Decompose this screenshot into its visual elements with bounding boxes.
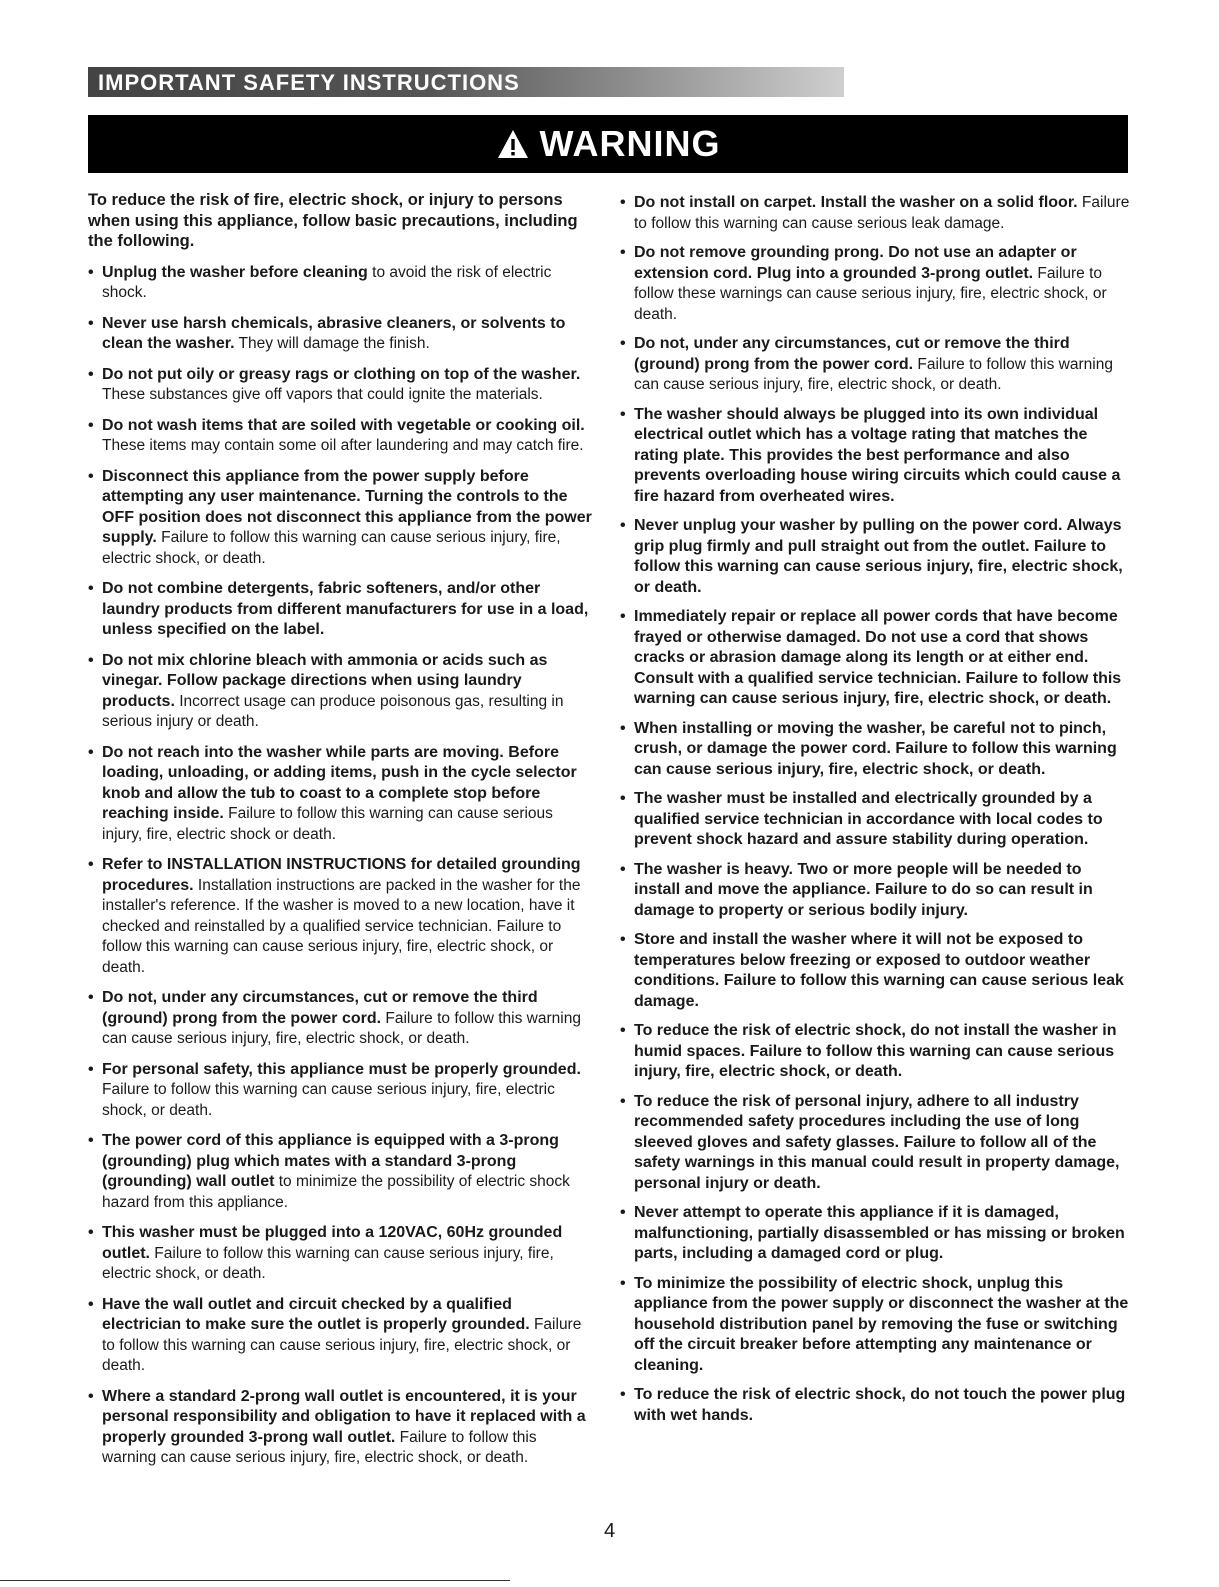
warning-item-bold: Unplug the washer before cleaning <box>102 263 368 281</box>
warning-item-bold: For personal safety, this appliance must be properly grounded. <box>102 1060 581 1078</box>
warning-item-detail: These substances give off vapors that could ignite the materials. <box>102 386 543 403</box>
warning-item-detail: Failure to follow this warning can cause serious injury, fire, electric shock, or death. <box>634 355 1113 393</box>
warning-item <box>620 607 1130 710</box>
warning-item <box>88 416 593 457</box>
warning-item <box>620 243 1130 325</box>
warning-item-detail: Failure to follow this warning can cause serious injury, fire, electric shock, or death. <box>102 1244 554 1282</box>
warning-item-bold: Do not reach into the washer while parts are moving. Before loading, unloading, or adding items, push in the cycle selector knob and allow the tub to coast to a complete stop before reaching inside. <box>102 743 577 822</box>
warning-item <box>88 263 593 304</box>
warning-item-bold: To reduce the risk of electric shock, do not install the washer in humid spaces. Failure to follow this warning can cause serious injury, fire, electric shock, or death. <box>634 1022 1117 1080</box>
warning-item <box>88 988 593 1050</box>
warning-title: WARNING <box>539 123 721 164</box>
section-title: IMPORTANT SAFETY INSTRUCTIONS <box>98 70 520 95</box>
warning-item-bold: Do not, under any circumstances, cut or remove the third (ground) prong from the power cord. <box>102 989 538 1027</box>
warning-item <box>620 1203 1130 1265</box>
warning-item <box>88 743 593 846</box>
warning-item <box>620 405 1130 508</box>
warning-item-bold: The washer should always be plugged into its own individual electrical outlet which has a voltage rating that matches the rating plate. This provides the best performance and also prevents overloading house wiring circuits which could cause a fire hazard from overheated wires. <box>634 405 1121 505</box>
warning-item-bold: Do not install on carpet. Install the washer on a solid floor. <box>634 194 1078 211</box>
warning-item-bold: Have the wall outlet and circuit checked by a qualified electrician to make sure the outlet is properly grounded. <box>102 1295 530 1333</box>
warning-item-detail: Installation instructions are packed in the washer for the installer's reference. If the washer is moved to a new location, have it checked and reinstalled by a qualified service technician. Failure to follow this warning can cause serious injury, fire, electric shock, or death. <box>102 876 581 976</box>
warning-triangle-icon <box>496 128 530 160</box>
warning-item-detail: Failure to follow this warning can cause serious injury, fire, electric shock, or death. <box>102 1009 581 1047</box>
warning-item-bold: Refer to INSTALLATION INSTRUCTIONS for detailed grounding procedures. <box>102 856 581 894</box>
warning-item <box>620 1021 1130 1083</box>
warning-item-bold: Never attempt to operate this appliance if it is damaged, malfunctioning, partially disassembled or has missing or broken parts, including a damaged cord or plug. <box>634 1204 1125 1262</box>
warning-item-bold: When installing or moving the washer, be careful not to pinch, crush, or damage the power cord. Failure to follow this warning can cause serious injury, fire, electric shock, or death. <box>634 719 1117 778</box>
warning-item-detail: Failure to follow these warnings can cause serious injury, fire, electric shock, or death. <box>634 264 1107 323</box>
warning-item <box>88 1295 593 1377</box>
warning-item <box>620 789 1130 851</box>
warning-item-bold: Do not, under any circumstances, cut or remove the third (ground) prong from the power cord. <box>634 335 1070 373</box>
page-number: 4 <box>603 1520 616 1542</box>
warning-item <box>620 930 1130 1012</box>
warning-item <box>620 719 1130 781</box>
warning-item-bold: To reduce the risk of personal injury, adhere to all industry recommended safety procedures including the use of long sleeved gloves and safety glasses. Failure to follow all of the safety warnings in this manual could result in property damage, personal injury or death. <box>634 1092 1120 1192</box>
section-title-bar <box>88 67 844 97</box>
warning-item-bold: Store and install the washer where it will not be exposed to temperatures below freezing or exposed to outdoor weather conditions. Failure to follow this warning can cause serious leak damage. <box>634 931 1124 1010</box>
warning-item <box>620 1274 1130 1377</box>
warning-item <box>88 579 593 641</box>
warning-item-bold: Never unplug your washer by pulling on the power cord. Always grip plug firmly and pull straight out from the outlet. Failure to follow this warning can cause serious injury, fire, electric shock, or death. <box>634 517 1123 596</box>
warning-item <box>88 467 593 570</box>
footer-rule <box>0 1580 510 1581</box>
warning-item-bold: Where a standard 2-prong wall outlet is encountered, it is your personal responsibility and obligation to have it replaced with a properly grounded 3-prong wall outlet. <box>102 1387 586 1446</box>
right-warning-list <box>620 193 1130 1426</box>
warning-item <box>88 1223 593 1285</box>
warning-item-bold: Do not remove grounding prong. Do not use an adapter or extension cord. Plug into a grounded 3-prong outlet. <box>634 244 1077 282</box>
warning-item-detail: Failure to follow this warning can cause serious injury, fire, electric shock or death. <box>102 805 553 843</box>
warning-item-bold: To reduce the risk of electric shock, do not touch the power plug with wet hands. <box>634 1386 1126 1424</box>
warning-item <box>88 855 593 978</box>
warning-item <box>620 193 1130 234</box>
warning-item-detail: They will damage the finish. <box>234 335 430 352</box>
warning-item <box>88 651 593 733</box>
warning-item-detail: Failure to follow this warning can cause serious injury, fire, electric shock, or death. <box>102 1428 537 1466</box>
warning-item-detail: Incorrect usage can produce poisonous gas, resulting in serious injury or death. <box>102 692 564 730</box>
left-warning-list <box>88 263 593 1469</box>
warning-item-detail: Failure to follow this warning can cause serious injury, fire, electric shock, or death. <box>102 1081 555 1119</box>
warning-item-bold: The power cord of this appliance is equipped with a 3-prong (grounding) plug which mates with a standard 3-prong (grounding) wall outlet <box>102 1132 559 1190</box>
left-column <box>88 190 593 1479</box>
warning-item-bold: Never use harsh chemicals, abrasive cleaners, or solvents to clean the washer. <box>102 314 566 352</box>
warning-item-detail: These items may contain some oil after laundering and may catch fire. <box>102 437 584 454</box>
warning-item-bold: Do not wash items that are soiled with vegetable or cooking oil. <box>102 416 585 434</box>
warning-banner <box>88 115 1128 173</box>
warning-item-bold: Do not put oily or greasy rags or clothing on top of the washer. <box>102 365 581 383</box>
warning-item <box>88 1131 593 1213</box>
warning-item-bold: Immediately repair or replace all power cords that have become frayed or otherwise damaged. Do not use a cord that shows cracks or abrasion damage along its length or at either end. Consult with a qualified service technician. Failure to follow this warning can cause serious injury, fire, electric shock, or death. <box>634 608 1122 707</box>
warning-item <box>88 365 593 406</box>
warning-item-detail: Failure to follow this warning can cause serious injury, fire, electric shock, or death. <box>102 529 561 567</box>
warning-item <box>620 1385 1130 1426</box>
warning-item <box>620 334 1130 396</box>
warning-item <box>88 1387 593 1469</box>
warning-item <box>88 314 593 355</box>
intro-text: To reduce the risk of fire, electric shock, or injury to persons when using this appliance, follow basic precautions, including the following. <box>88 191 578 250</box>
warning-item <box>620 860 1130 922</box>
warning-item-bold: To minimize the possibility of electric shock, unplug this appliance from the power supply or disconnect the washer at the household distribution panel by removing the fuse or switching off the circuit breaker before attempting any maintenance or cleaning. <box>634 1274 1129 1374</box>
right-column <box>620 193 1130 1435</box>
warning-item <box>620 516 1130 598</box>
warning-item <box>88 1060 593 1122</box>
warning-item-detail: Failure to follow this warning can cause serious leak damage. <box>634 194 1130 232</box>
warning-item-detail: to minimize the possibility of electric shock hazard from this appliance. <box>102 1173 570 1211</box>
warning-item-bold: Disconnect this appliance from the power supply before attempting any user maintenance. Turning the controls to the OFF position does not disconnect this appliance from the power supply. <box>102 467 592 546</box>
warning-item-bold: This washer must be plugged into a 120VAC, 60Hz grounded outlet. <box>102 1224 563 1262</box>
warning-item-bold: The washer is heavy. Two or more people will be needed to install and move the appliance. Failure to do so can result in damage to property or serious bodily injury. <box>634 860 1093 919</box>
warning-item <box>620 1092 1130 1195</box>
warning-item-detail: Failure to follow this warning can cause serious injury, fire, electric shock, or death. <box>102 1316 582 1374</box>
warning-item-bold: Do not mix chlorine bleach with ammonia or acids such as vinegar. Follow package directions when using laundry products. <box>102 651 548 710</box>
warning-item-bold: The washer must be installed and electrically grounded by a qualified service technician in accordance with local codes to prevent shock hazard and assure stability during operation. <box>634 790 1103 848</box>
warning-item-bold: Do not combine detergents, fabric softeners, and/or other laundry products from different manufacturers for use in a load, unless specified on the label. <box>102 580 589 638</box>
warning-item-detail: to avoid the risk of electric shock. <box>102 263 552 301</box>
